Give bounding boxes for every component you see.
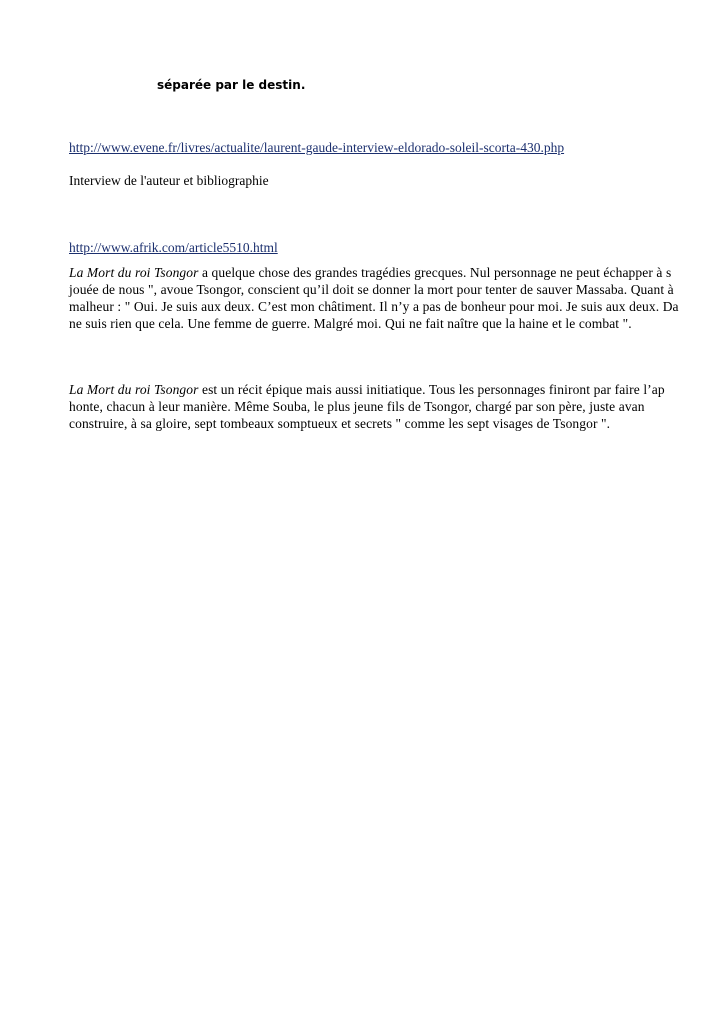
paragraph-line [69,264,679,281]
paragraph-line: honte, chacun à leur manière. Même Souba, le plus jeune fils de Tsongor, chargé par son père, juste avan [69,399,645,414]
book-title: La Mort du roi Tsongor [69,382,199,397]
paragraph-line-text: est un récit épique mais aussi initiatique. Tous les personnages finiront par faire l’ap [198,382,665,397]
paragraph-tragedy [69,264,679,332]
evene-link-line [69,139,564,156]
paragraph-line-text: a quelque chose des grandes tragédies grecques. Nul personnage ne peut échapper à s [198,265,672,280]
evene-link[interactable]: http://www.evene.fr/livres/actualite/laurent-gaude-interview-eldorado-soleil-scorta-430.php [69,140,565,155]
afrik-link[interactable]: http://www.afrik.com/article5510.html [69,240,278,255]
paragraph-line: malheur : " Oui. Je suis aux deux. C’est mon châtiment. Il n’y a pas de bonheur pour moi. Je suis aux deux. Da [69,299,679,314]
caption-text: séparée par le destin. [157,78,306,92]
paragraph-epic [69,381,665,432]
paragraph-line: jouée de nous ", avoue Tsongor, conscient qu’il doit se donner la mort pour tenter de sauver Massaba. Quant à [69,282,674,297]
afrik-link-line [69,239,278,256]
evene-description: Interview de l'auteur et bibliographie [69,173,269,188]
paragraph-line: construire, à sa gloire, sept tombeaux somptueux et secrets " comme les sept visages de Tsongor ". [69,416,611,431]
paragraph-line [69,381,665,398]
book-title: La Mort du roi Tsongor [69,265,199,280]
paragraph-line: ne suis rien que cela. Une femme de guerre. Malgré moi. Qui ne fait naître que la haine et le combat ". [69,316,632,331]
